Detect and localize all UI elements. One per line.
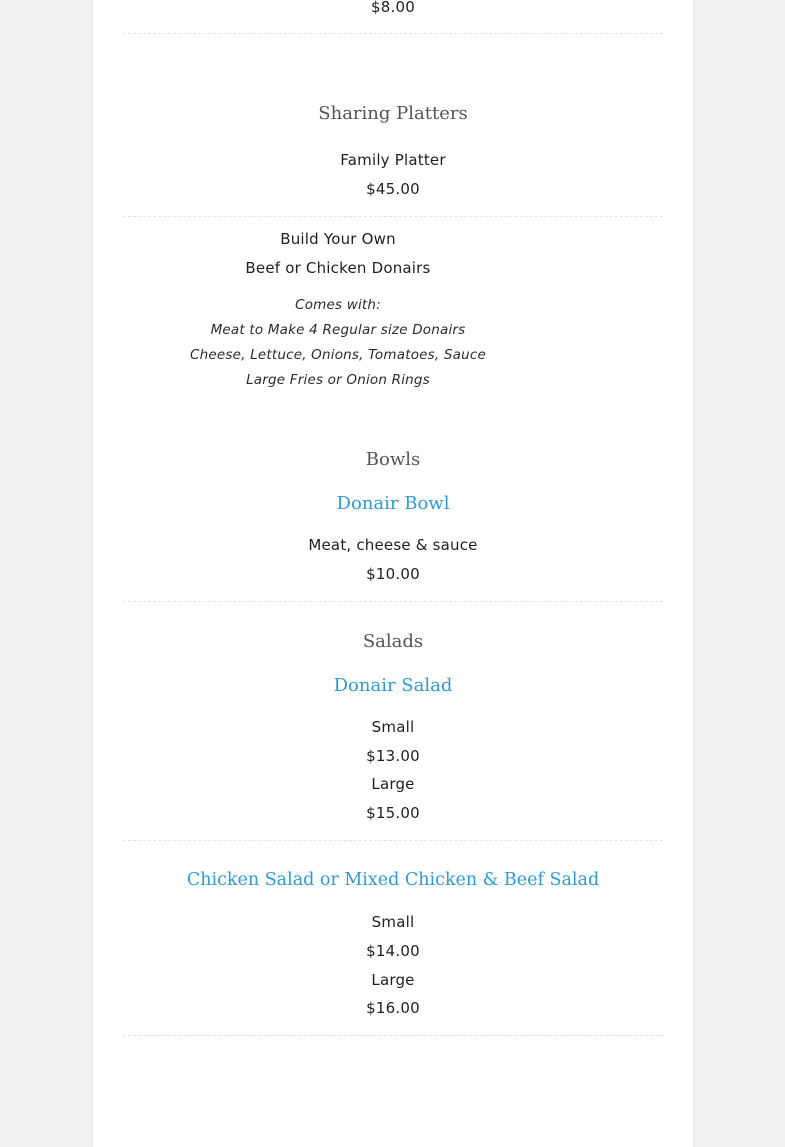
donair-bowl-name: Donair Bowl — [336, 493, 450, 514]
section-heading-sharing-platters: Sharing Platters — [318, 103, 468, 124]
menu-card — [93, 0, 693, 1147]
section-heading-bowls: Bowls — [365, 449, 421, 470]
chicken-salad-large-label: Large — [371, 971, 415, 989]
divider — [123, 1035, 663, 1036]
divider — [123, 601, 663, 602]
section-heading-salads: Salads — [362, 631, 424, 652]
divider — [123, 33, 663, 34]
family-platter-name: Family Platter — [340, 151, 446, 169]
family-platter-price: $45.00 — [366, 180, 420, 198]
chicken-salad-name: Chicken Salad or Mixed Chicken & Beef Salad — [186, 870, 600, 890]
chicken-salad-large-price: $16.00 — [366, 999, 420, 1017]
donair-salad-small-label: Small — [371, 718, 415, 736]
donair-bowl-description: Meat, cheese & sauce — [308, 536, 478, 554]
donair-salad-large-price: $15.00 — [366, 804, 420, 822]
divider — [123, 216, 663, 217]
divider — [123, 840, 663, 841]
donair-bowl-price: $10.00 — [366, 565, 420, 583]
build-your-own-detail: Comes with: — [295, 297, 381, 313]
build-your-own-detail: Large Fries or Onion Rings — [246, 372, 430, 388]
donair-salad-small-price: $13.00 — [366, 747, 420, 765]
build-your-own-line2: Beef or Chicken Donairs — [245, 259, 431, 277]
build-your-own-detail: Meat to Make 4 Regular size Donairs — [210, 322, 466, 338]
donair-salad-large-label: Large — [371, 775, 415, 793]
chicken-salad-small-label: Small — [371, 913, 415, 931]
top-item-price: $8.00 — [371, 0, 415, 16]
chicken-salad-small-price: $14.00 — [366, 942, 420, 960]
donair-salad-name: Donair Salad — [333, 675, 453, 696]
build-your-own-detail: Cheese, Lettuce, Onions, Tomatoes, Sauce — [189, 347, 487, 363]
build-your-own-line1: Build Your Own — [280, 230, 396, 248]
